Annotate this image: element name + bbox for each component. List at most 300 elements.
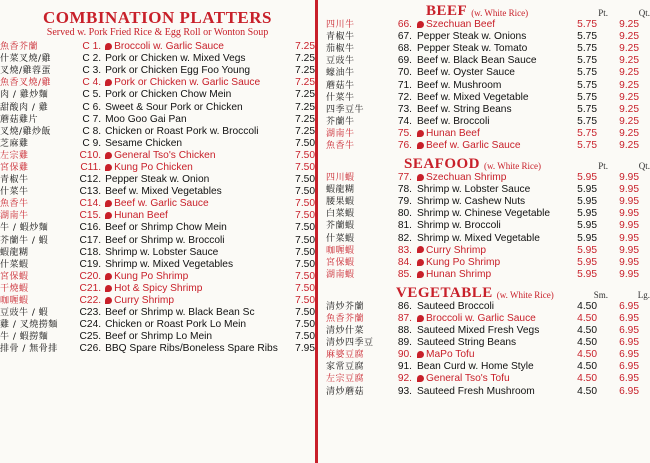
item-name-cell (417, 196, 555, 208)
item-name: Pork or Chicken Egg Foo Young (105, 65, 251, 77)
pint-price: 5.95 (577, 244, 597, 256)
item-name: Beef or Shrimp Lo Mein (105, 331, 213, 343)
item-number: 89. (397, 337, 412, 349)
item-name: Shrimp w. Lobster Sauce (105, 246, 219, 258)
chinese-name: 牛 / 蝦炒麵 (0, 223, 49, 234)
item-name-cell (105, 150, 286, 162)
seafood-title: SEAFOOD (404, 156, 481, 173)
quart-price: 9.95 (619, 244, 639, 256)
seafood-item (326, 269, 650, 281)
item-number: C19. (79, 258, 102, 270)
pint-price: 5.95 (577, 232, 597, 244)
chinese-name: 清炒四季豆 (326, 338, 374, 349)
right-menu-column (326, 0, 650, 398)
chinese-name: 芥蘭牛 / 蝦 (0, 235, 49, 246)
chinese-name: 宮保蝦 (0, 271, 29, 282)
pint-price: 5.75 (577, 139, 597, 151)
hot-spicy-icon (417, 174, 424, 181)
item-name-cell (417, 208, 555, 220)
item-number: 72. (397, 91, 412, 103)
pint-price: 5.95 (577, 268, 597, 280)
hot-spicy-icon (105, 212, 112, 219)
combo-item (0, 65, 315, 77)
beef-list (326, 19, 650, 152)
chinese-name: 清炒芥蘭 (326, 301, 365, 312)
item-name-cell (417, 349, 555, 361)
item-name-cell (105, 138, 286, 150)
quart-price: 9.95 (619, 268, 639, 280)
chinese-name: 家常豆腐 (326, 362, 365, 373)
item-name: Szechuan Shrimp (426, 172, 507, 184)
item-number: C14. (79, 198, 102, 210)
item-price: 7.50 (295, 174, 315, 186)
item-number: C11. (80, 161, 102, 173)
pint-price: 4.50 (577, 313, 597, 325)
chinese-name: 咖喱蝦 (0, 296, 29, 307)
item-number: 85. (397, 268, 412, 280)
item-number: C22. (79, 295, 102, 307)
item-name-cell (105, 126, 286, 138)
item-name-cell (417, 325, 555, 337)
item-number: C 2. (82, 53, 102, 65)
item-name-cell (417, 373, 555, 385)
item-name: Shrimp w. Broccoli (417, 220, 501, 232)
item-name: General Tso's Chicken (114, 149, 216, 161)
item-name: Beef w. String Beans (417, 103, 512, 115)
item-name-cell (417, 43, 555, 55)
beef-item (326, 104, 650, 116)
item-price: 7.50 (295, 270, 315, 282)
item-name: Hunan Beef (426, 127, 480, 139)
pint-price: 5.75 (577, 103, 597, 115)
combo-item (0, 198, 315, 210)
combo-item (0, 162, 315, 174)
item-price: 7.95 (295, 343, 315, 355)
item-price: 7.25 (295, 65, 315, 77)
item-name: Pepper Steak w. Onions (417, 31, 527, 43)
item-name-cell (417, 31, 555, 43)
quart-price: 9.95 (619, 172, 639, 184)
item-number: 90. (397, 349, 412, 361)
seafood-list (326, 172, 650, 281)
item-name-cell (105, 89, 286, 101)
item-price: 7.50 (295, 198, 315, 210)
item-name: Sauteed Fresh Mushroom (417, 385, 535, 397)
item-name: Kung Po Shrimp (114, 270, 189, 282)
item-name-cell (105, 198, 286, 210)
combo-item (0, 235, 315, 247)
item-name-cell (417, 116, 555, 128)
chinese-name: 青椒牛 (326, 32, 355, 43)
item-number: C 5. (82, 89, 102, 101)
chinese-name: 牛 / 蝦撈麵 (0, 332, 49, 343)
combo-item (0, 271, 315, 283)
combo-item (0, 53, 315, 65)
item-name: Sauteed Mixed Fresh Vegs (417, 325, 540, 337)
hot-spicy-icon (417, 259, 424, 266)
seafood-item (326, 196, 650, 208)
chinese-name: 左宗雞 (0, 150, 29, 161)
item-name: Beef w. Garlic Sauce (426, 139, 521, 151)
item-name-cell (105, 102, 286, 114)
vegetable-item (326, 361, 650, 373)
beef-item (326, 92, 650, 104)
item-number: C13. (79, 186, 102, 198)
pint-price: 5.75 (577, 91, 597, 103)
quart-price: 9.95 (619, 256, 639, 268)
chinese-name: 魚香牛 (0, 199, 29, 210)
item-name: Moo Goo Gai Pan (105, 113, 187, 125)
hot-spicy-icon (105, 285, 112, 292)
item-name: MaPo Tofu (426, 349, 475, 361)
chinese-name: 魚香叉燒/雞 (0, 78, 52, 89)
item-price: 7.25 (295, 89, 315, 101)
vegetable-item (326, 301, 650, 313)
item-number: 66. (397, 19, 412, 31)
vegetable-section-header (396, 284, 650, 301)
chinese-name: 左宗豆腐 (326, 374, 365, 385)
combo-item (0, 114, 315, 126)
item-number: C25. (79, 331, 102, 343)
chinese-name: 宮保雞 (0, 162, 29, 173)
item-name: Hot & Spicy Shrimp (114, 282, 203, 294)
chinese-name: 肉 / 雞炒麵 (0, 90, 49, 101)
item-number: C23. (79, 307, 102, 319)
beef-title: BEEF (426, 3, 468, 19)
item-price: 7.50 (295, 161, 315, 173)
chinese-name: 什菜蝦 (326, 233, 355, 244)
vegetable-item (326, 386, 650, 398)
item-name-cell (105, 271, 286, 283)
item-number: C10. (79, 149, 102, 161)
combo-item (0, 343, 315, 355)
hot-spicy-icon (417, 271, 424, 278)
item-number: C15. (79, 210, 102, 222)
item-name: Szechuan Beef (426, 19, 496, 31)
combo-item (0, 77, 315, 89)
chinese-name: 咖喱蝦 (326, 245, 355, 256)
chinese-name: 豆豉牛 / 蝦 (0, 308, 49, 319)
quart-price: 9.25 (619, 127, 639, 139)
seafood-item (326, 233, 650, 245)
chinese-name: 四季豆牛 (326, 104, 365, 115)
item-number: C 8. (82, 125, 102, 137)
beef-item (326, 31, 650, 43)
chinese-name: 什菜牛 (326, 92, 355, 103)
combination-platters-title: COMBINATION PLATTERS (43, 8, 272, 27)
item-name-cell (105, 247, 286, 259)
item-name: Beef or Shrimp Chow Mein (105, 222, 227, 234)
quart-price: 6.95 (619, 373, 639, 385)
chinese-name: 湖南牛 (0, 211, 29, 222)
item-name-cell (417, 184, 555, 196)
item-name: Shrimp w. Lobster Sauce (417, 184, 531, 196)
chinese-name: 湖南蝦 (326, 269, 355, 280)
pint-price: 4.50 (577, 325, 597, 337)
item-price: 7.50 (295, 234, 315, 246)
combo-item (0, 210, 315, 222)
item-name: Beef or Shrimp w. Black Bean Sc (105, 307, 255, 319)
item-name-cell (105, 259, 286, 271)
pint-price: 5.75 (577, 79, 597, 91)
item-number: 84. (397, 256, 412, 268)
item-name-cell (417, 269, 555, 281)
item-name: Broccoli w. Garlic Sauce (426, 313, 536, 325)
item-number: 73. (397, 103, 412, 115)
beef-item (326, 55, 650, 67)
vegetable-sm-label: Sm. (593, 289, 608, 300)
item-number: C26. (79, 343, 102, 355)
item-name: Shrimp w. Chinese Vegetable (417, 208, 551, 220)
item-name-cell (417, 67, 555, 79)
item-name-cell (417, 19, 555, 31)
item-name: Kung Po Chicken (114, 161, 193, 173)
item-name-cell (105, 222, 286, 234)
chinese-name: 清炒什菜 (326, 326, 365, 337)
item-name: Shrimp w. Mixed Vegetables (105, 258, 234, 270)
quart-price: 9.95 (619, 220, 639, 232)
item-number: 86. (397, 300, 412, 312)
quart-price: 9.25 (619, 19, 639, 31)
seafood-note: (w. White Rice) (484, 161, 541, 172)
combo-item (0, 307, 315, 319)
item-price: 7.25 (295, 101, 315, 113)
chinese-name: 蘑菇雞片 (0, 114, 39, 125)
item-number: C21. (79, 282, 102, 294)
chinese-name: 魚香牛 (326, 140, 355, 151)
item-price: 7.50 (295, 307, 315, 319)
item-name: Beef w. Oyster Sauce (417, 67, 515, 79)
item-number: 87. (397, 313, 412, 325)
combo-item (0, 101, 315, 113)
hot-spicy-icon (105, 164, 112, 171)
item-name: Pork or Chicken w. Mixed Vegs (105, 53, 246, 65)
item-name: Hunan Shrimp (426, 268, 492, 280)
item-name: Beef w. Mixed Vegetables (105, 186, 222, 198)
item-number: 70. (397, 67, 412, 79)
item-price: 7.50 (295, 282, 315, 294)
item-name: Sweet & Sour Pork or Chicken (105, 101, 243, 113)
beef-item (326, 43, 650, 55)
item-name: Sauteed String Beans (417, 337, 517, 349)
item-price: 7.50 (295, 319, 315, 331)
quart-price: 9.95 (619, 232, 639, 244)
item-number: 69. (397, 55, 412, 67)
item-name-cell (417, 386, 555, 398)
seafood-section-header (404, 155, 650, 172)
vegetable-lg-label: Lg. (637, 289, 650, 300)
quart-price: 9.25 (619, 67, 639, 79)
beef-pt-label: Pt. (598, 8, 608, 18)
chinese-name: 青椒牛 (0, 175, 29, 186)
chinese-name: 什菜牛 (0, 187, 29, 198)
item-price: 7.25 (295, 53, 315, 65)
item-name-cell (417, 128, 555, 140)
item-name-cell (417, 140, 555, 152)
item-number: C17. (79, 234, 102, 246)
item-name: Beef w. Garlic Sauce (114, 198, 209, 210)
vegetable-list (326, 301, 650, 398)
item-number: 76. (397, 139, 412, 151)
chinese-name: 豆豉牛 (326, 56, 355, 67)
pint-price: 5.95 (577, 208, 597, 220)
beef-note: (w. White Rice) (471, 8, 529, 18)
pint-price: 5.75 (577, 127, 597, 139)
combo-item (0, 283, 315, 295)
combination-platters-column (0, 0, 318, 463)
chinese-name: 排骨 / 無骨排 (0, 344, 58, 355)
quart-price: 6.95 (619, 349, 639, 361)
item-name-cell (105, 235, 286, 247)
item-name-cell (417, 55, 555, 67)
beef-item (326, 19, 650, 31)
chinese-name: 叉燒/雞炒飯 (0, 126, 52, 137)
item-name: Chicken or Roast Pork Lo Mein (105, 319, 247, 331)
chinese-name: 四川牛 (326, 20, 355, 31)
pint-price: 5.75 (577, 19, 597, 31)
quart-price: 9.25 (619, 139, 639, 151)
hot-spicy-icon (417, 351, 424, 358)
item-name: Beef w. Mixed Vegetable (417, 91, 529, 103)
combination-platters-subtitle: Served w. Pork Fried Rice & Egg Roll or Wonton Soup (46, 27, 269, 38)
pint-price: 4.50 (577, 361, 597, 373)
item-name: Pork or Chicken w. Garlic Sauce (114, 77, 261, 89)
item-name: General Tso's Tofu (426, 373, 510, 385)
quart-price: 9.25 (619, 79, 639, 91)
item-name-cell (105, 77, 286, 89)
pint-price: 4.50 (577, 373, 597, 385)
item-number: C 4. (82, 77, 102, 89)
item-name: Pork or Chicken Chow Mein (105, 89, 232, 101)
seafood-item (326, 208, 650, 220)
item-number: C 9. (82, 137, 102, 149)
hot-spicy-icon (417, 315, 424, 322)
chinese-name: 甜酸肉 / 雞 (0, 102, 49, 113)
quart-price: 9.25 (619, 55, 639, 67)
seafood-item (326, 245, 650, 257)
item-number: 74. (397, 115, 412, 127)
vegetable-item (326, 373, 650, 385)
pint-price: 5.95 (577, 172, 597, 184)
hot-spicy-icon (105, 43, 112, 50)
combo-item (0, 174, 315, 186)
beef-item (326, 128, 650, 140)
item-number: 93. (397, 385, 412, 397)
hot-spicy-icon (105, 273, 112, 280)
item-name-cell (105, 186, 286, 198)
chinese-name: 雞 / 叉燒撈麵 (0, 320, 58, 331)
chinese-name: 魚香芥蘭 (326, 314, 365, 325)
item-name: Bean Curd w. Home Style (417, 361, 534, 373)
item-number: 81. (397, 220, 412, 232)
chinese-name: 什菜蝦 (0, 259, 29, 270)
hot-spicy-icon (105, 79, 112, 86)
chinese-name: 芥蘭蝦 (326, 221, 355, 232)
beef-header (426, 2, 650, 19)
item-name: Pepper Steak w. Tomato (417, 43, 528, 55)
item-name-cell (417, 245, 555, 257)
quart-price: 6.95 (619, 325, 639, 337)
item-name: Curry Shrimp (114, 295, 175, 307)
item-number: 78. (397, 184, 412, 196)
item-name-cell (105, 65, 286, 77)
item-price: 7.50 (295, 331, 315, 343)
quart-price: 9.25 (619, 91, 639, 103)
item-name: BBQ Spare Ribs/Boneless Spare Ribs (105, 343, 278, 355)
vegetable-item (326, 337, 650, 349)
quart-price: 9.25 (619, 43, 639, 55)
vegetable-item (326, 313, 650, 325)
quart-price: 9.25 (619, 31, 639, 43)
chinese-name: 蘑菇牛 (326, 80, 355, 91)
item-price: 7.50 (295, 258, 315, 270)
item-price: 7.50 (295, 222, 315, 234)
vegetable-note: (w. White Rice) (496, 289, 554, 300)
quart-price: 6.95 (619, 313, 639, 325)
item-number: C 6. (82, 101, 102, 113)
item-name-cell (105, 53, 286, 65)
pint-price: 5.95 (577, 256, 597, 268)
beef-qt-label: Qt. (638, 8, 650, 18)
item-number: 67. (397, 31, 412, 43)
beef-item (326, 79, 650, 91)
item-price: 7.25 (295, 41, 315, 53)
chinese-name: 什菜叉燒/雞 (0, 54, 52, 65)
pint-price: 4.50 (577, 337, 597, 349)
chinese-name: 湖南牛 (326, 128, 355, 139)
pint-price: 5.75 (577, 67, 597, 79)
item-number: 77. (397, 172, 412, 184)
combo-item (0, 259, 315, 271)
pint-price: 5.95 (577, 220, 597, 232)
vegetable-title: VEGETABLE (396, 284, 493, 301)
item-price: 7.50 (295, 295, 315, 307)
item-number: 83. (397, 244, 412, 256)
item-number: 71. (397, 79, 412, 91)
chinese-name: 蠔油牛 (326, 68, 355, 79)
item-name-cell (417, 361, 555, 373)
item-name-cell (417, 301, 555, 313)
item-name-cell (417, 104, 555, 116)
item-number: C24. (79, 319, 102, 331)
chinese-name: 宮保蝦 (326, 257, 355, 268)
combo-item (0, 150, 315, 162)
combo-item (0, 319, 315, 331)
beef-item (326, 67, 650, 79)
item-price: 7.25 (295, 77, 315, 89)
item-name-cell (105, 174, 286, 186)
chinese-name: 魚香芥蘭 (0, 42, 39, 53)
quart-price: 6.95 (619, 337, 639, 349)
item-name-cell (105, 283, 286, 295)
hot-spicy-icon (417, 142, 424, 149)
combo-item (0, 41, 315, 53)
item-name-cell (105, 41, 286, 53)
item-name-cell (105, 307, 286, 319)
quart-price: 9.25 (619, 103, 639, 115)
chinese-name: 干燒蝦 (0, 283, 29, 294)
item-name: Curry Shrimp (426, 244, 487, 256)
item-price: 7.25 (295, 113, 315, 125)
combo-item (0, 186, 315, 198)
combo-item (0, 126, 315, 138)
seafood-qt-label: Qt. (638, 161, 650, 172)
item-name: Shrimp w. Cashew Nuts (417, 196, 526, 208)
pint-price: 4.50 (577, 349, 597, 361)
pint-price: 4.50 (577, 385, 597, 397)
quart-price: 6.95 (619, 361, 639, 373)
combo-item (0, 247, 315, 259)
